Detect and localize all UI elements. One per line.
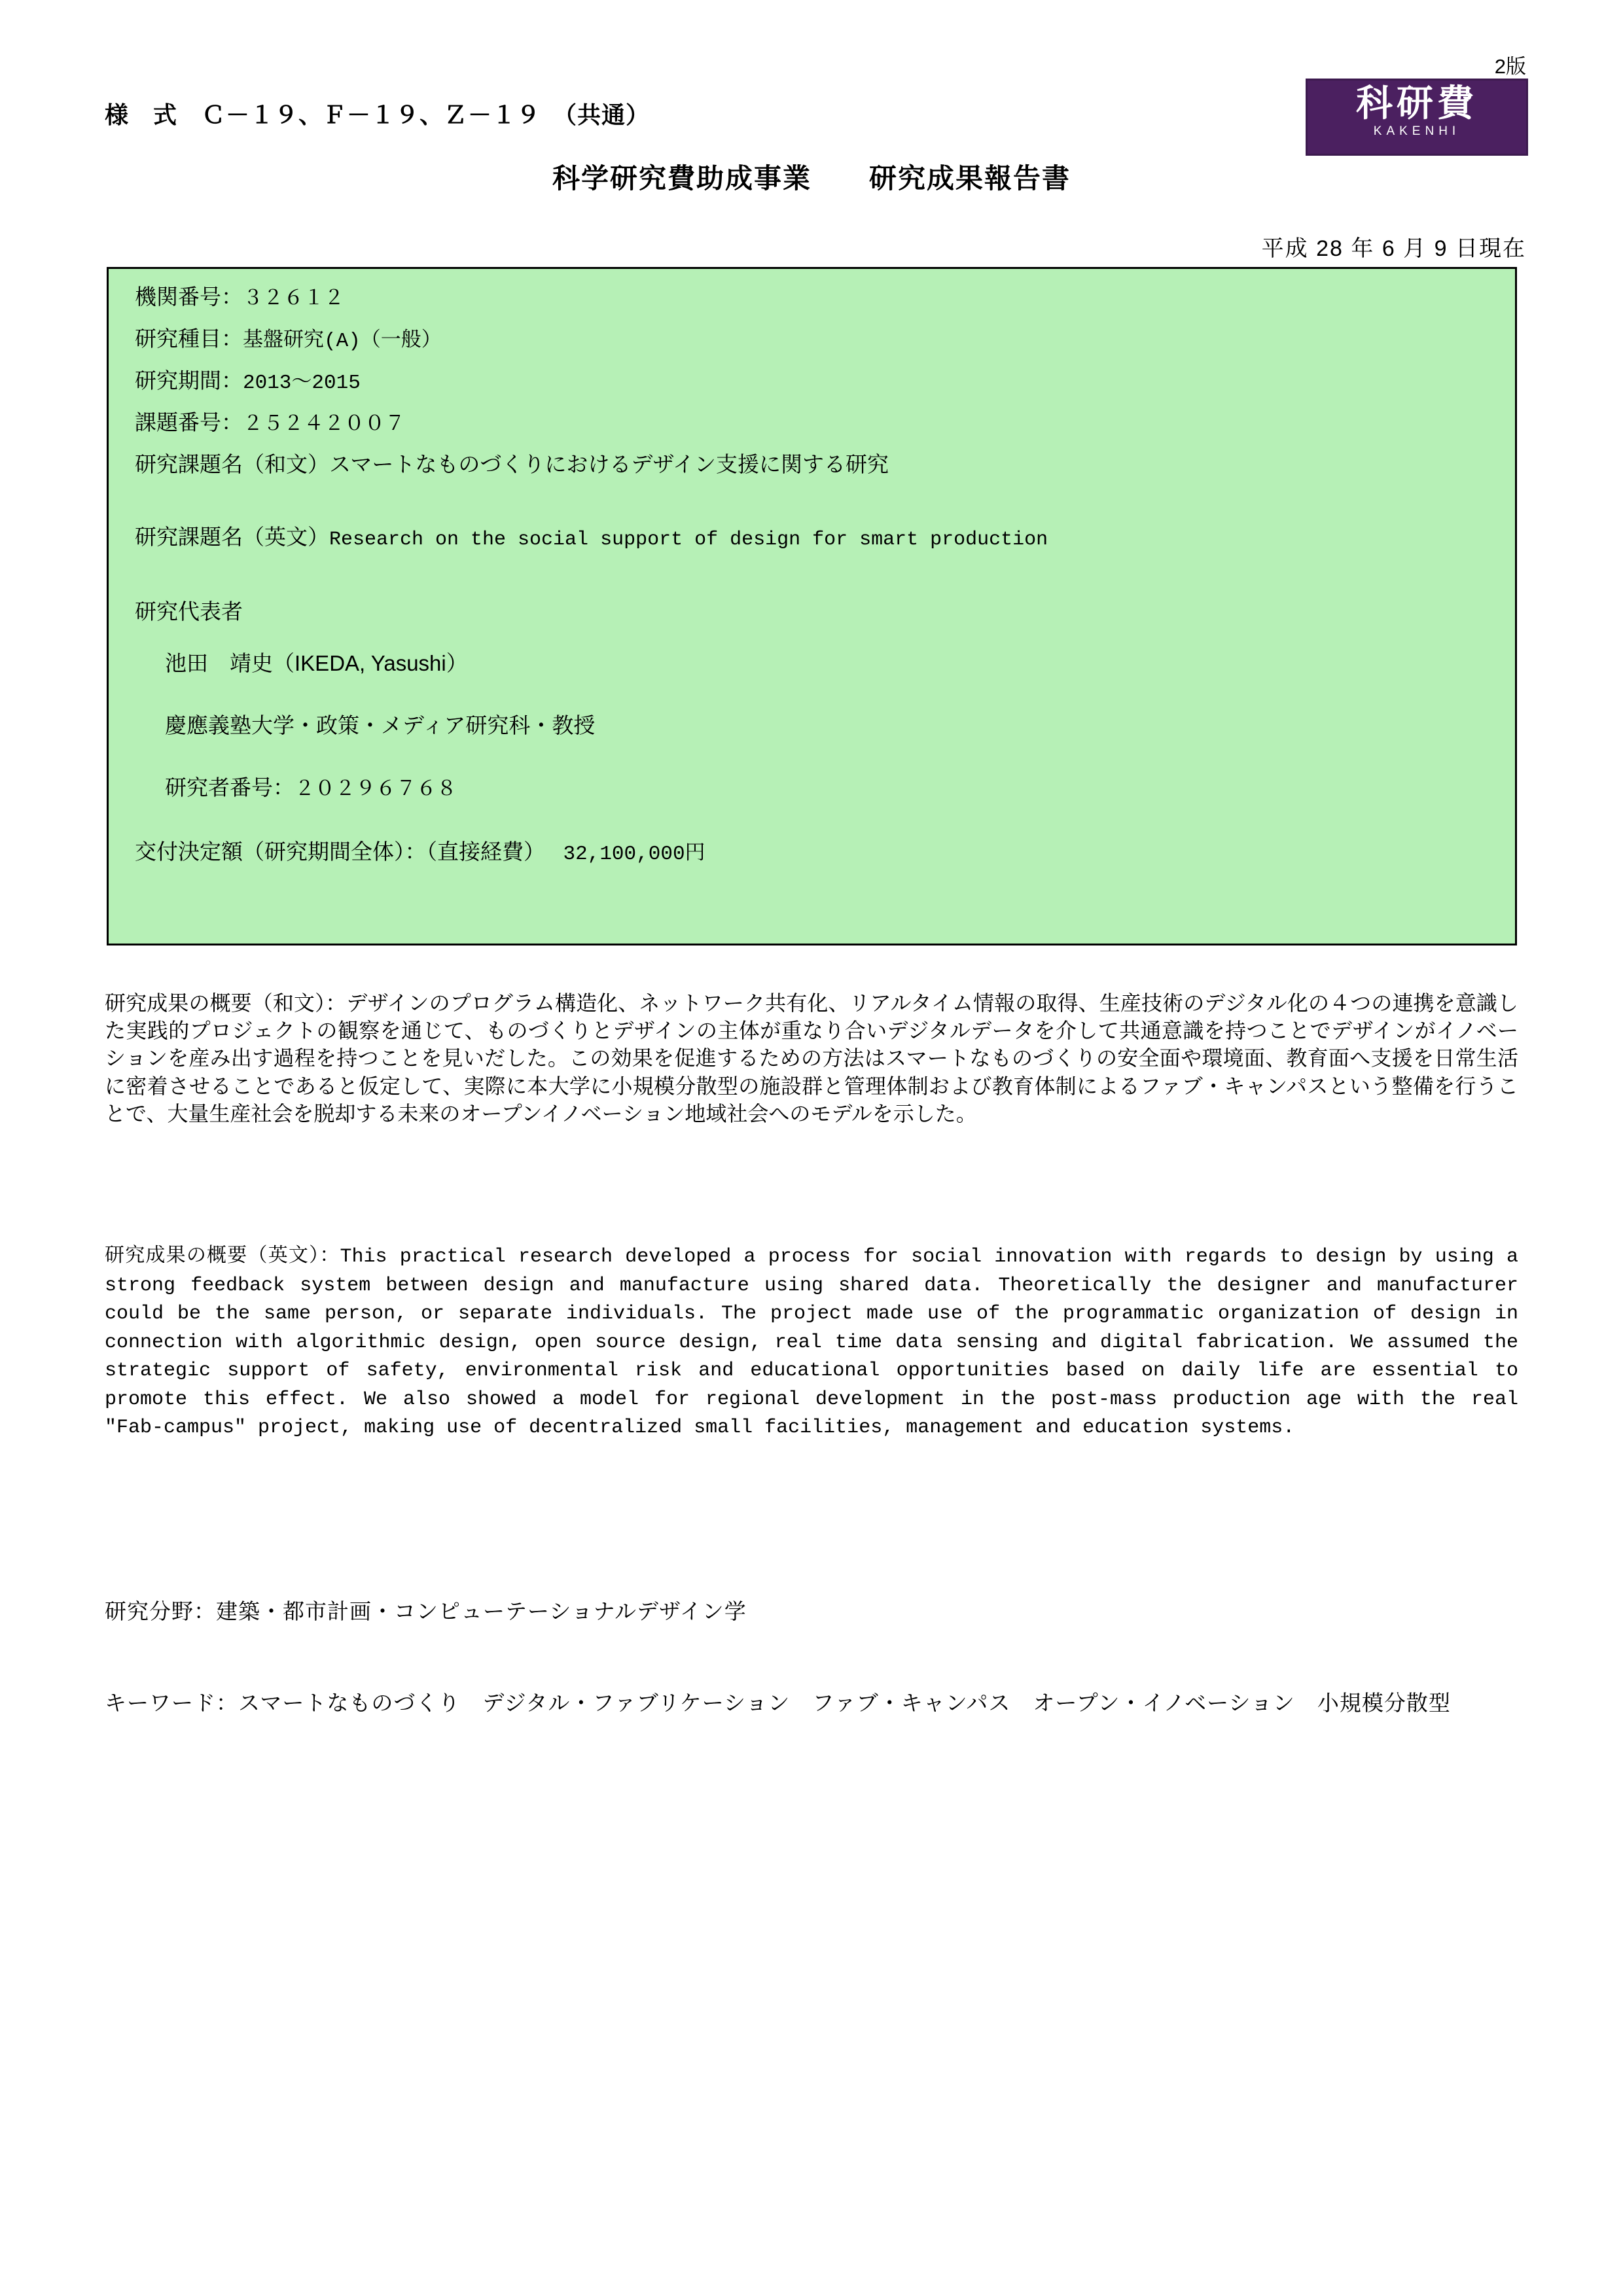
keywords-value: スマートなものづくり デジタル・ファブリケーション ファブ・キャンパス オープン・イノベーション 小規模分散型 [238,1691,1451,1715]
researcher-number-label: 研究者番号： [165,775,294,800]
research-field-value: 建築・都市計画・コンピューテーショナルデザイン学 [216,1599,747,1623]
report-date: 平成 28 年 6 月 9 日現在 [1261,236,1526,261]
period-row [135,370,1489,393]
category-row [135,328,1489,351]
kakenhi-logo [1306,79,1528,156]
title-ja-label: 研究課題名（和文） [135,452,329,476]
grant-value: 32,100,000円 [563,843,705,866]
abstract-japanese-label: 研究成果の概要（和文）： [105,991,347,1015]
title-ja-row [135,453,1489,475]
grant-label: 交付決定額（研究期間全体）：（直接経費） [135,839,545,864]
abstract-english [105,1243,1518,1443]
researcher-number-value: ２０２９６７６８ [294,779,457,802]
project-info-box [107,267,1517,945]
kakenhi-logo-sub: KAKENHI [1373,124,1461,138]
title-en-row [135,526,1489,550]
title-ja-value: スマートなものづくりにおけるデザイン支援に関する研究 [329,452,889,476]
institution-value: ３２６１２ [243,288,344,311]
kakenhi-logo-main: 科研費 [1356,82,1478,124]
abstract-japanese-text: デザインのプログラム構造化、ネットワーク共有化、リアルタイム情報の取得、生産技術のデジタル化の４つの連携を意識した実践的プロジェクトの観察を通じて、ものづくりとデザインの主体が重なり合いデジタルデータを介して共通意識を持つことでデザインがイノベーションを産み出す過程を持つことを見いだした。この効果を促進するための方法はスマートなものづくりの安全面や環境面、教育面へ支援を日常生活に密着させることであると仮定して、実際に本大学に小規模分散型の施設群と管理体制および教育体制によるファブ・キャンパスという整備を行うことで、大量生産社会を脱却する未来のオープンイノベーション地域社会へのモデルを示した。 [105,991,1518,1125]
form-code-label: 様 式 Ｃ－１９、Ｆ－１９、Ｚ－１９ （共通） [105,101,651,128]
pi-name: 池田 靖史（IKEDA, Yasushi） [165,651,468,675]
institution-label: 機関番号： [135,285,243,309]
abstract-english-text: This practical research developed a process for social innovation with regards to design by using a strong feedback system between design and manufacture using shared data. Theoretically the designer and manufacturer could be the same person, or separate individuals. The project made use of the programmatic organization of design in connection with algorithmic design, open source design, real time data sensing and digital fabrication. We assumed the strategic support of safety, environmental risk and educational opportunities based on daily life are essential to promote this effect. We also showed a model for regional development in the post-mass production age with the real "Fab-campus" project, making use of decentralized small facilities, management and education systems. [105,1246,1519,1439]
title-en-label: 研究課題名（英文） [135,525,329,549]
abstract-english-label: 研究成果の概要（英文）： [105,1246,340,1268]
project-number-label: 課題番号： [135,410,243,434]
research-field-label: 研究分野： [105,1599,216,1623]
grant-row [135,841,1489,864]
keywords-line [105,1688,1518,1718]
pi-affiliation: 慶應義塾大学・政策・メディア研究科・教授 [165,713,596,737]
title-en-value: Research on the social support of design for smart production [329,529,1048,551]
document-title: 科学研究費助成事業 研究成果報告書 [552,163,1071,194]
category-value: 基盤研究(A)（一般） [243,330,442,353]
version-label: 2版 [1494,55,1526,78]
keywords-label: キーワード： [105,1691,238,1715]
pi-heading: 研究代表者 [135,599,243,624]
period-value: 2013～2015 [243,372,361,395]
project-number-row [135,412,1489,435]
period-label: 研究期間： [135,368,243,393]
research-field-line [105,1597,1518,1627]
project-number-value: ２５２４２００７ [243,414,405,436]
category-label: 研究種目： [135,327,243,351]
institution-row [135,286,1489,309]
abstract-japanese [105,989,1518,1127]
researcher-number-row [135,777,1489,800]
